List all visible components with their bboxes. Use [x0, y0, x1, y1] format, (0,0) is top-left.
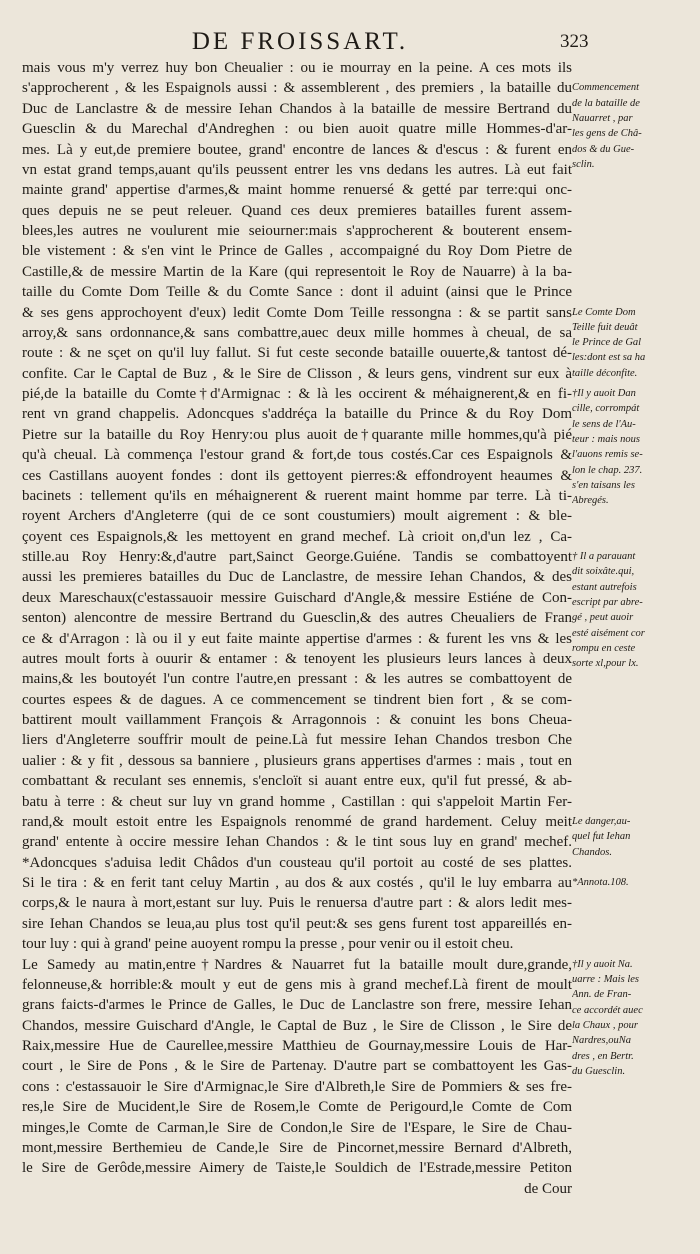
text-line: royent Archers d'Angleterre (qui de ce sont coustumiers) moult aigrement : & ble- — [22, 508, 572, 525]
margin-note-line: Le Comte Dom — [572, 306, 636, 318]
margin-note-line: le Prince de Gal — [572, 337, 642, 349]
text-line: route : & ne sçet on qu'il luy fallut. Si fut ceste seconde bataille ouuerte,& tantost dé- — [22, 345, 572, 362]
margin-note — [572, 80, 690, 172]
text-line: sire Iehan Chandos se leua,au plus tost qu'il peut:& ses gens furent tost appareillés en- — [22, 915, 572, 932]
margin-note-line: sorte xl,pour lx. — [572, 658, 639, 670]
text-line: ble vistement : & s'en vint le Prince de Galles , accompaigné du Roy Dom Pietre de — [22, 243, 572, 260]
text-line: s'approcherent , & les Espaignols aussi : & assemblerent , des premiers , la bataille du — [22, 80, 572, 97]
page-number: 323 — [560, 31, 589, 52]
margin-note-line: quel fut Iehan — [572, 831, 631, 843]
margin-note-line: de la bataille de — [572, 97, 640, 109]
text-line: blees,les autres ne voulurent mie seiourner:mais s'approcherent & bouterent ensem- — [22, 223, 572, 239]
text-line: taille du Comte Dom Teille & du Comte Sance : dont il aduint (ainsi que le Prince — [22, 284, 572, 301]
text-line: *Adoncques s'aduisa ledit Châdos d'un cousteau qu'il portoit au costé de ses plattes. — [22, 854, 572, 871]
margin-note-line: Le danger,au- — [572, 816, 631, 828]
running-title: DE FROISSART. — [191, 28, 409, 55]
text-line: Raix,messire Hue de Caurellee,messire Matthieu de Gournay,messire Louis de Har- — [22, 1038, 572, 1054]
margin-note-line: Chandos. — [572, 846, 612, 858]
text-line: Le Samedy au matin,entre†Nardres & Nauarret fut la bataille moult dure,grande, — [22, 956, 572, 973]
text-line: qu'à cheual. Là commença l'estour grand & fort,de tous costés.Car ces Espaignols & — [22, 447, 572, 464]
margin-note — [572, 305, 690, 381]
margin-note-line: s'en taisans les — [572, 479, 635, 491]
margin-note-line: gé , peut auoir — [572, 612, 634, 624]
margin-note-line: le sens de l'Au- — [572, 418, 636, 430]
text-line: Castille,& de messire Martin de la Kare (qui representoit le Roy de Nauarre) à la ba- — [22, 263, 572, 280]
margin-note — [572, 549, 690, 671]
text-line: combattant & reculant ses ennemis, s'encloït si auant entre eux, qu'il fut pressé, & ab- — [22, 773, 572, 790]
text-line: deux Mareschaux(c'estassauoir messire Guischard d'Angle,& messire Estiéne de Con- — [22, 589, 572, 606]
text-line: liers d'Angleterre souffrir moult de peine.Là fut messire Iehan Chandos tresbon Che — [22, 732, 572, 749]
text-line: felonneuse,& horrible:& moult y eut de gens mis à grand mechef.Là firent de moult — [22, 976, 572, 993]
margin-note-line: Nardres,ouNa — [572, 1035, 632, 1047]
text-line: mes. Là y eut,de premiere boutee, grand' encontre de lances & d'escus : & furent en — [22, 141, 572, 158]
text-line: rand,& moult estoit entre les Espaignols renommé de grand hardement. Celuy meit — [22, 813, 572, 830]
margin-note-line: dos & du Gue- — [572, 143, 635, 155]
text-line: courtes espees & de dagues. A ce commencement se tindrent bien fort , & se com- — [22, 691, 572, 708]
margin-note-line: rompu en ceste — [572, 642, 636, 654]
margin-note-line: sclin. — [572, 158, 595, 170]
margin-note-line: Ann. de Fran- — [572, 989, 632, 1001]
text-line: vn estat grand temps,auant qu'ils peussent entrer les vns dedans les autres. Là eut fait — [22, 161, 572, 178]
text-line: mais vous m'y verrez huy bon Cheualier : ou ie mourray en la peine. A ces mots ils — [22, 60, 572, 76]
text-line: mainte grand' appertise d'armes,& maint homme renuersé & getté par terre:qui onc- — [22, 182, 572, 199]
margin-note — [572, 814, 690, 860]
margin-note-line: lon le chap. 237. — [572, 464, 643, 476]
text-line: ces Castillans auoyent fondes : dont ils gettoyent pierres:& effondroyent heaumes & — [22, 467, 572, 484]
margin-note-line: dres , en Bertr. — [572, 1050, 634, 1062]
text-line: corps,& le naura à mort,estant sur luy. Puis le renuersa d'autre part : & alors ledit mes- — [22, 895, 572, 912]
text-line: minges,le Comte de Carman,le Sire de Condon,le Sire de l'Espare, le Sire de Chau- — [22, 1119, 572, 1136]
margin-note-line: Teille fuit deuât — [572, 321, 638, 333]
text-line: Chandos, messire Guischard d'Angle, le Captal de Buz , le Sire de Clisson , le Sire de — [22, 1017, 572, 1034]
text-line: senton) alencontre de messire Bertrand du Guesclin,& des autres Cheualiers de Fran — [22, 610, 572, 627]
text-line: bacinets : tellement qu'ils en méhaignerent & ruerent maint homme par terre. Là ti- — [22, 487, 572, 504]
text-line: tour luy : qui à grand' peine auoyent rompu la presse , pour venir ou il estoit cheu. — [22, 936, 514, 953]
text-line: & ses gens approchoyent d'eux) ledit Comte Dom Teille ressongna : & se partit sans — [22, 304, 572, 321]
text-line: autres moult forts à ouurir & entamer : & tenoyent les plusieurs leurs lances à deux — [22, 650, 572, 667]
main-text-column — [22, 58, 572, 1199]
text-line: Duc de Lanclastre & de messire Iehan Chandos à la bataille de messire Bertrand du — [22, 100, 572, 117]
text-line: mont,messire Berthemieu de Cande,le Sire de Pincornet,messire Bernard d'Albreth, — [22, 1139, 572, 1156]
text-line: cons : c'estassauoir le Sire d'Armignac,le Sire d'Albreth,le Sire de Pommiers & ses fre- — [22, 1078, 572, 1095]
margin-note-line: †Il y auoit Dan — [572, 388, 636, 400]
margin-note-line: les gens de Châ- — [572, 128, 642, 140]
margin-note-line: la Chaux , pour — [572, 1019, 638, 1031]
margin-note-line: cille, corrompát — [572, 403, 640, 415]
text-line: pié,de la bataille du Comte†d'Armignac : & là les occirent & méhaignerent,& en fi- — [22, 386, 572, 402]
text-line: le Sire de Gerôde,messire Aimery de Taiste,le Souldich de l'Estrade,messire Petiton — [22, 1160, 572, 1177]
margin-note-line: †Il y auoit Na. — [572, 958, 633, 970]
text-line: aussi les premieres batailles du Duc de Lanclastre, de messire Iehan Chandos, & des — [22, 569, 572, 586]
text-line: confite. Car le Captal de Buz , & le Sire de Clisson , & leurs gens, vindrent sur eux à — [22, 365, 572, 382]
text-line: stille.au Roy Henry:&,d'autre part,Sainct George.Guiéne. Tandis se combattoyent — [22, 549, 572, 565]
text-line: grans faicts-d'armes le Prince de Galles, le Duc de Lanclastre son frere, messire Iehan — [22, 997, 572, 1014]
margin-note — [572, 875, 690, 890]
margin-note-line: l'auons remis se- — [572, 449, 643, 461]
margin-note-line: Abregés. — [572, 495, 609, 507]
text-line: res,le Sire de Mucident,le Sire de Rosem,le Comte de Perigourd,le Comte de Com — [22, 1099, 572, 1116]
margin-note — [572, 957, 690, 1079]
margin-note-line: teur : mais nous — [572, 433, 640, 445]
text-line: court , le Sire de Pons , & le Sire de Partenay. D'autre part se combattoyent les Gas- — [22, 1058, 572, 1075]
margin-note-line: Nauarret , par — [572, 112, 633, 124]
margin-note — [572, 386, 690, 508]
text-line: ce & d'Arragon : là ou il y eut faite mainte appertise d'armes : & furent les vns & les — [22, 630, 572, 647]
text-line: grand' entente à occire messire Iehan Chandos : & le tint sous luy en grand' mechef. — [22, 834, 572, 851]
page-header — [0, 24, 700, 60]
text-line: çoyent ces Espaignols,& les mettoyent en grand mechef. Là crioit on,d'un lez , Ca- — [22, 528, 572, 545]
margin-note-line: escript par abre- — [572, 597, 643, 608]
margin-note-line: du Guesclin. — [572, 1065, 626, 1077]
margin-note-line: *Annota.108. — [572, 877, 629, 889]
text-line: battirent moult vaillamment François & Arragonnois : & conuint les bons Cheua- — [22, 712, 572, 728]
text-line: arroy,& sans ordonnance,& sans combattre,auec deux mille hommes à cheual, de sa — [22, 324, 572, 341]
text-line: Guesclin & du Marechal d'Andreghen : ou bien auoit quatre mille Hommes-d'ar- — [22, 121, 572, 138]
text-line: Pietre sur la bataille du Roy Henry:ou plus auoit de†quarante mille hommes,qu'à pié — [22, 426, 572, 443]
margin-note-line: estant autrefois — [572, 581, 637, 593]
text-line: mains,& les boutoyét l'un contre l'autre,en pressant : & les autres se combattoyent de — [22, 671, 572, 688]
margin-note-line: esté aisément cor — [572, 627, 645, 639]
catchword: de Cour — [524, 1180, 572, 1197]
margin-note-line: les:dont est sa ha — [572, 352, 646, 364]
text-line: Si le tira : & en ferit tant celuy Martin , au dos & aux costés , qu'il le luy embarra au — [22, 875, 572, 891]
margin-note-line: uarre : Mais les — [572, 974, 639, 986]
margin-note-line: ce accordét auec — [572, 1004, 643, 1016]
text-line: ques depuis ne se peut releuer. Quand ces deux premieres batailles furent assem- — [22, 202, 572, 219]
text-line: rent vn grand chappelis. Adoncques s'addréça la bataille du Prince & du Roy Dom — [22, 406, 572, 423]
text-line: ualier : & y fit , dessous sa banniere , plusieurs grans appertises d'armes : mais , tout en — [22, 752, 572, 769]
margin-note-line: † Il a parauant — [572, 551, 636, 563]
margin-note-line: taille déconfite. — [572, 367, 638, 379]
margin-note-line: dit soixâte.qui, — [572, 566, 635, 578]
margin-note-line: Commencement — [572, 82, 640, 94]
text-line: batu à terre : & cheut sur luy vn grand homme , Castillan : qui s'appeloit Martin Fer- — [22, 793, 572, 810]
